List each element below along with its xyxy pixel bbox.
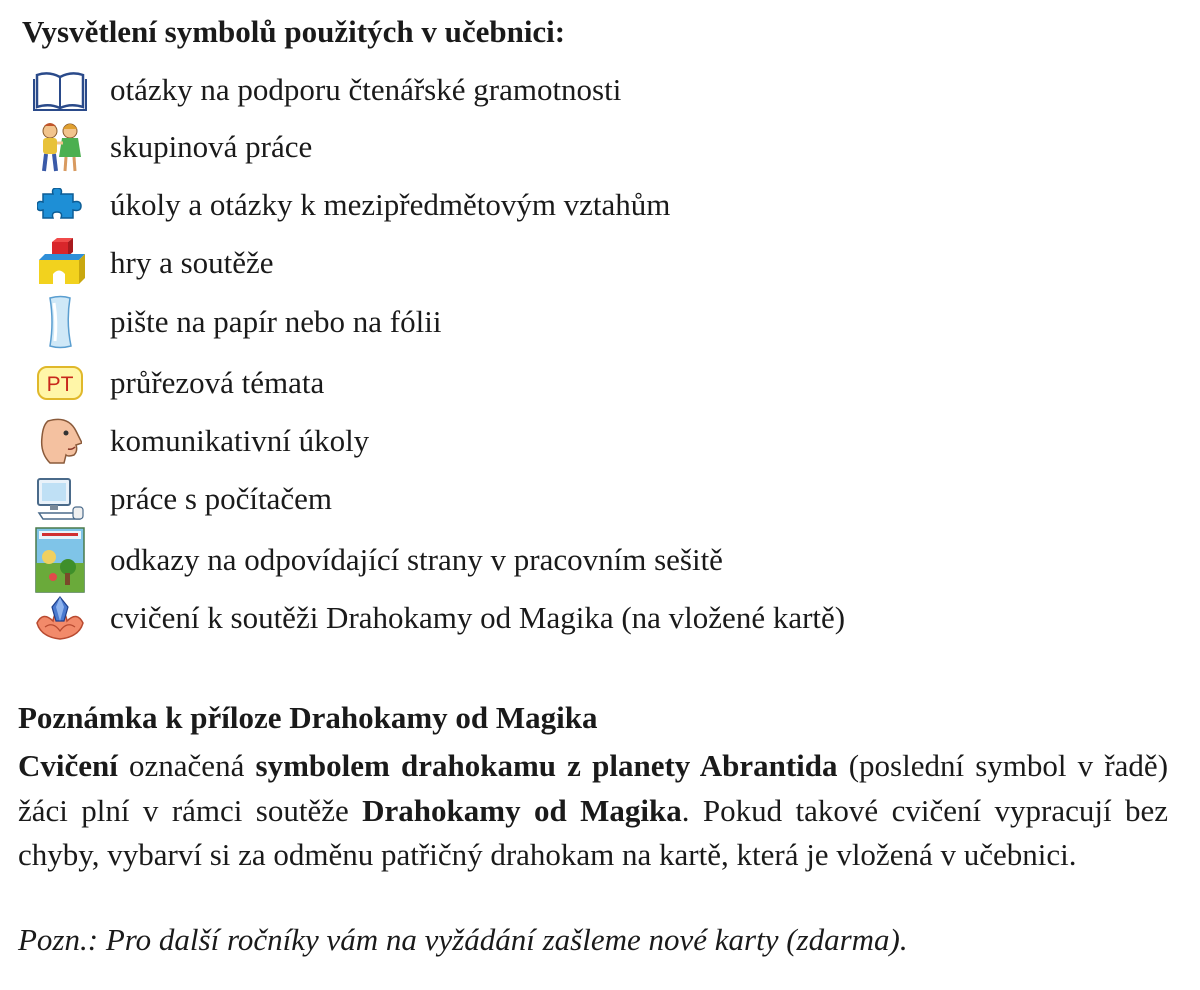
legend-item-label: průřezová témata [110, 365, 325, 400]
note-footnote: Pozn.: Pro další ročníky vám na vyžádání zašleme nové karty (zdarma). [18, 922, 908, 957]
note-text: . Pokud takové cvičení vypracují bez chyby, vybarví si za odměnu patřičný drahokam na kartě, která je vložená v učebnici. [18, 792, 1168, 872]
note-title: Poznámka k příloze Drahokamy od Magika [18, 700, 598, 735]
pt-badge-icon [30, 358, 90, 408]
legend-item [0, 65, 1200, 115]
note-bold-symbol: symbolem drahokamu z planety Abrantida [255, 748, 838, 783]
note-bold-competition: Drahokamy od Magika [362, 792, 682, 828]
legend-item [0, 530, 1200, 590]
svg-text:PT: PT [46, 373, 74, 396]
legend-item [0, 297, 1200, 347]
legend-item-label: cvičení k soutěži Drahokamy od Magika (na vložené kartě) [110, 600, 846, 635]
legend-item-label: úkoly a otázky k mezipředmětovým vztahům [110, 187, 671, 222]
talking-face-icon [30, 416, 90, 466]
legend-item-label: odkazy na odpovídající strany v pracovním sešitě [110, 542, 723, 577]
legend-item [0, 122, 1200, 172]
paper-sheet-icon [30, 297, 90, 347]
note-text: (poslední symbol v řadě) žáci plní v rámci soutěže [18, 748, 1169, 828]
puzzle-piece-icon [30, 180, 90, 230]
note-bold-exercise: Cvičení [18, 748, 118, 783]
open-book-icon [30, 65, 90, 115]
legend-item-label: hry a soutěže [110, 245, 274, 280]
legend-item-label: pište na papír nebo na fólii [110, 304, 442, 339]
legend-item [0, 238, 1200, 288]
legend-item [0, 593, 1200, 643]
children-group-icon [30, 122, 90, 172]
workbook-cover-icon [30, 530, 90, 590]
legend-item-label: otázky na podporu čtenářské gramotnosti [110, 72, 622, 107]
legend-item [0, 358, 1200, 408]
note-text: označená [117, 748, 256, 783]
legend-item-label: práce s počítačem [110, 481, 333, 516]
legend-item [0, 416, 1200, 466]
note-paragraph [18, 744, 1168, 878]
legend-item [0, 180, 1200, 230]
legend-item [0, 474, 1200, 524]
gem-flower-icon [30, 593, 90, 643]
legend-heading: Vysvětlení symbolů použitých v učebnici: [22, 14, 566, 49]
computer-icon [30, 474, 90, 524]
legend-item-label: skupinová práce [110, 129, 313, 164]
toy-blocks-icon [30, 238, 90, 288]
legend-item-label: komunikativní úkoly [110, 423, 370, 458]
